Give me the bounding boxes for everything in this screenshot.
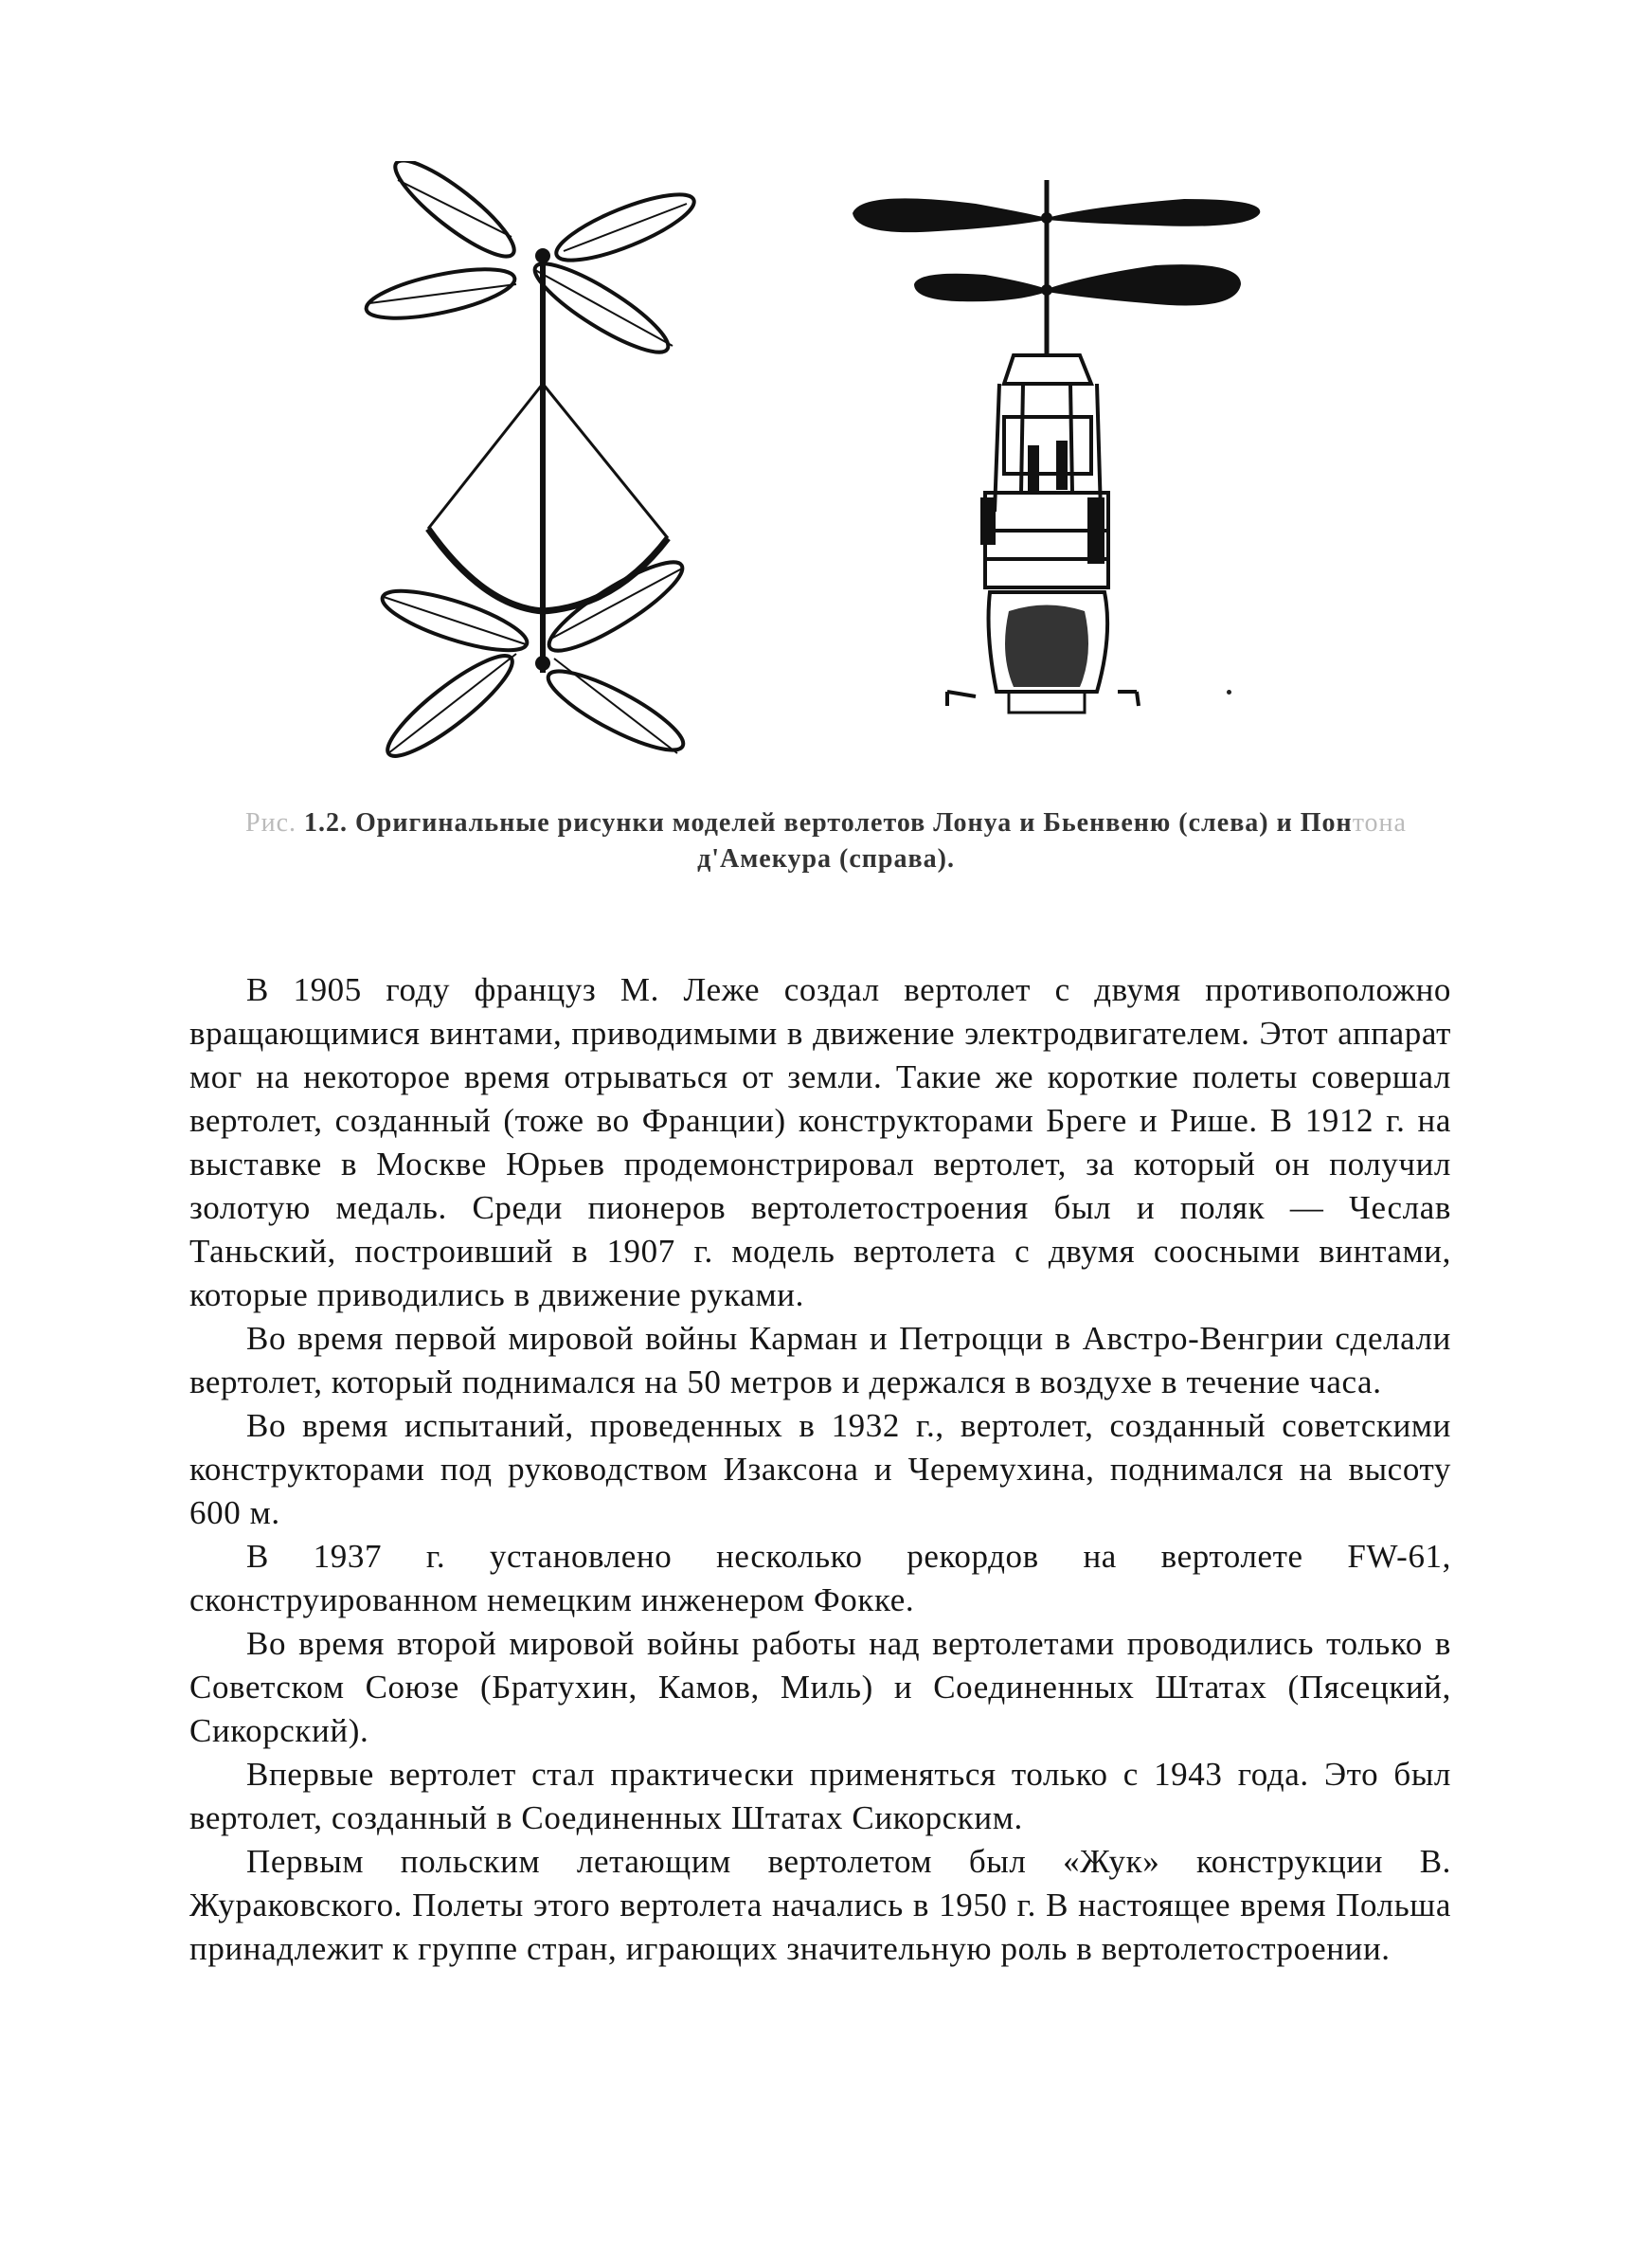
paragraph-ww1: Во время первой мировой войны Карман и Петроцци в Австро-Венгрии сделали вертолет, который поднимался на 50 метров и держался в воздухе в течение часа. [189,1320,1451,1400]
paragraph-1932: Во время испытаний, проведенных в 1932 г., вертолет, созданный советскими конструкторами под руководством Изаксона и Черемухина, поднимался на высоту 600 м. [189,1407,1451,1531]
paragraph-1937: В 1937 г. установлено несколько рекордов на вертолете FW-61, сконструированном немецким инженером Фокке. [189,1538,1451,1618]
paragraph-1905: В 1905 году француз М. Леже создал вертолет с двумя противоположно вращающимися винтами, приводимыми в движение электродвигателем. Этот аппарат мог на некоторое время отрываться от земли. Такие же короткие полеты совершал вертолет, созданный (тоже во Франции) конструкторами Бреге и Рише. В 1912 г. на выставке в Москве Юрьев продемонстрировал вертолет, за который он получил золотую медаль. Среди пионеров вертолетостроения был и поляк — Чеслав Таньский, построивший в 1907 г. модель вертолета с двумя соосными винтами, которые приводились в движение руками. [189,971,1451,1313]
caption-main: 1.2. Оригинальные рисунки моделей вертолетов Лонуа и Бьенвеню (слева) и Пон [296,808,1353,838]
caption-line-2: д'Амекура (справа). [697,844,955,874]
engine-helicopter-model-icon [843,161,1298,767]
feather-rotor-helicopter-model-icon [360,161,739,767]
paragraph-ww2: Во время второй мировой войны работы над вертолетами проводились только в Советском Союзе (Братухин, Камов, Миль) и Соединенных Штатах (Пясецкий, Сикорский). [189,1625,1451,1749]
caption-tail: тона [1352,808,1407,838]
body-text [189,968,1451,1971]
caption-prefix: Рис. [245,808,296,838]
figure-1-2 [360,161,1307,767]
paragraph-1943: Впервые вертолет стал практически применяться только с 1943 года. Это был вертолет, созданный в Соединенных Штатах Сикорским. [189,1756,1451,1836]
paragraph-poland: Первым польским летающим вертолетом был «Жук» конструкции В. Жураковского. Полеты этого вертолета начались в 1950 г. В настоящее время Польша принадлежит к группе стран, играющих значительную роль в вертолетостроении. [189,1843,1451,1967]
scan-speck [1227,690,1231,695]
figure-caption [189,805,1463,877]
